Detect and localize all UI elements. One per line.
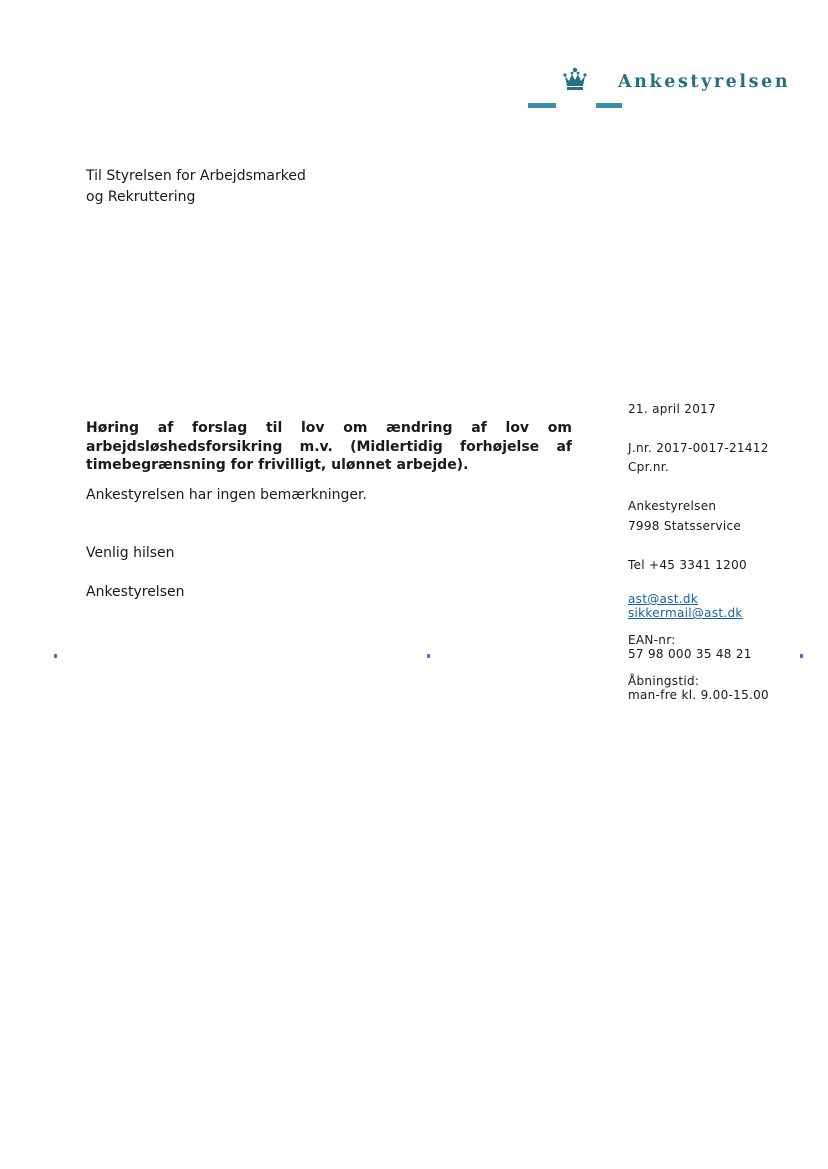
hours-label: Åbningstid: bbox=[628, 674, 700, 688]
crown-icon bbox=[562, 66, 588, 92]
email-link[interactable] bbox=[628, 592, 698, 607]
subject-line: arbejdsløshedsforsikring m.v. (Midlertidig forhøjelse af bbox=[86, 438, 572, 455]
logo-bar-left bbox=[528, 103, 556, 108]
fold-mark bbox=[800, 654, 803, 658]
cpr-number: Cpr.nr. bbox=[628, 460, 669, 474]
fold-mark bbox=[54, 654, 57, 658]
ean-value: 57 98 000 35 48 21 bbox=[628, 647, 752, 661]
logo-text: Ankestyrelsen bbox=[618, 72, 791, 92]
body-statement: Ankestyrelsen har ingen bemærkninger. bbox=[86, 487, 367, 503]
logo-bar-right bbox=[596, 103, 622, 108]
letter-date: 21. april 2017 bbox=[628, 402, 717, 416]
journal-number: J.nr. 2017-0017-21412 bbox=[628, 441, 769, 455]
email-link-text[interactable]: ast@ast.dk bbox=[628, 592, 699, 606]
secure-email-link[interactable] bbox=[628, 606, 743, 621]
subject-heading bbox=[86, 419, 572, 475]
signature: Ankestyrelsen bbox=[86, 584, 185, 600]
recipient-line: og Rekruttering bbox=[86, 189, 196, 205]
sender-org: Ankestyrelsen bbox=[628, 499, 717, 513]
recipient-address bbox=[86, 166, 306, 208]
telephone: Tel +45 3341 1200 bbox=[628, 558, 747, 572]
sender-address: 7998 Statsservice bbox=[628, 519, 742, 533]
subject-line: Høring af forslag til lov om ændring af lov om bbox=[86, 420, 572, 436]
fold-mark bbox=[427, 654, 430, 658]
ean-label: EAN-nr: bbox=[628, 633, 676, 647]
recipient-line: Til Styrelsen for Arbejdsmarked bbox=[86, 168, 306, 184]
hours-value: man-fre kl. 9.00-15.00 bbox=[628, 688, 769, 702]
subject-line: timebegrænsning for frivilligt, ulønnet arbejde). bbox=[86, 457, 469, 473]
secure-email-link-text[interactable]: sikkermail@ast.dk bbox=[628, 606, 743, 620]
logo bbox=[528, 64, 808, 114]
greeting: Venlig hilsen bbox=[86, 545, 175, 561]
